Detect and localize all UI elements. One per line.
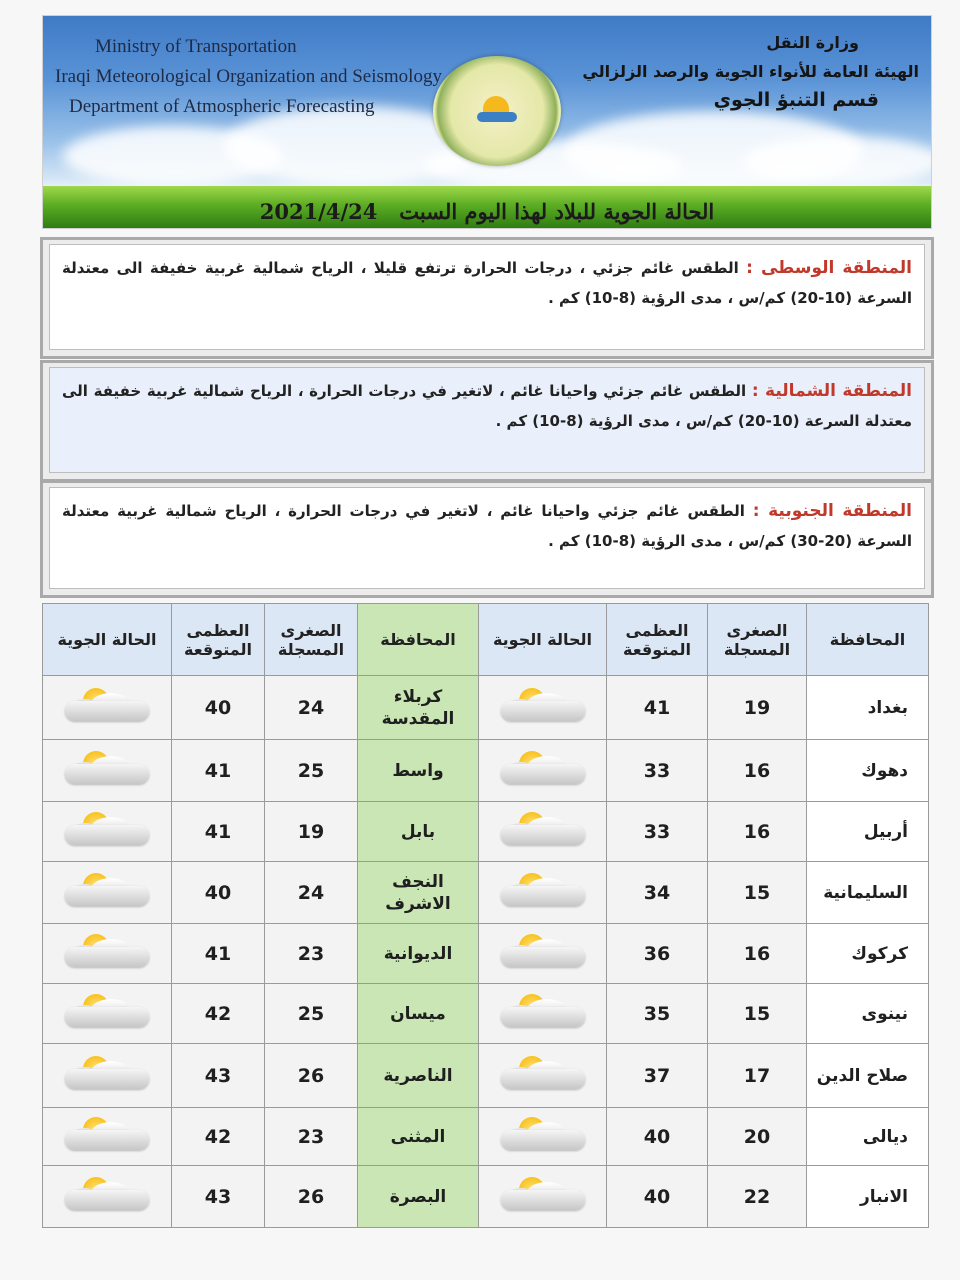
partly-cloudy-icon — [497, 991, 589, 1031]
governorate-cell: الناصرية — [358, 1044, 479, 1108]
min-temp-cell: 19 — [708, 676, 807, 740]
table-row — [43, 924, 929, 984]
governorate-weather-table — [42, 603, 929, 1228]
max-temp-cell: 34 — [607, 862, 708, 924]
partly-cloudy-icon — [497, 748, 589, 788]
header-governorate: المحافظة — [807, 604, 929, 676]
header-governorate: المحافظة — [358, 604, 479, 676]
title-date: 2021/4/24 — [259, 199, 378, 224]
weather-cell — [479, 802, 607, 862]
region-forecast-text: الطقس غائم جزئي واحيانا غائم ، لاتغير في درجات الحرارة ، الرياح شمالية غربية خفيفة الى معتدلة السرعة (10-20) كم/س ، مدى الرؤية (8-10) كم . — [62, 382, 912, 430]
min-temp-cell: 26 — [265, 1044, 358, 1108]
weather-cell — [479, 924, 607, 984]
partly-cloudy-icon — [497, 931, 589, 971]
table-row — [43, 1108, 929, 1166]
header-weather: الحالة الجوية — [43, 604, 172, 676]
partly-cloudy-icon — [497, 1053, 589, 1093]
min-temp-cell: 15 — [708, 984, 807, 1044]
governorate-cell: دهوك — [807, 740, 929, 802]
weather-cell — [43, 1166, 172, 1228]
arabic-line: قسم التنبؤ الجوي — [713, 89, 879, 111]
max-temp-cell: 40 — [607, 1166, 708, 1228]
region-name: المنطقة الوسطى : — [746, 258, 912, 278]
header-max: العظمى المتوقعة — [172, 604, 265, 676]
weather-cell — [43, 676, 172, 740]
partly-cloudy-icon — [497, 685, 589, 725]
max-temp-cell: 36 — [607, 924, 708, 984]
region-south — [40, 480, 934, 598]
min-temp-cell: 16 — [708, 924, 807, 984]
max-temp-cell: 41 — [172, 924, 265, 984]
table-row — [43, 862, 929, 924]
partly-cloudy-icon — [61, 1174, 153, 1214]
governorate-cell: الانبار — [807, 1166, 929, 1228]
min-temp-cell: 25 — [265, 984, 358, 1044]
min-temp-cell: 22 — [708, 1166, 807, 1228]
governorate-cell: صلاح الدين — [807, 1044, 929, 1108]
min-temp-cell: 15 — [708, 862, 807, 924]
title-text: الحالة الجوية للبلاد لهذا اليوم السبت — [399, 199, 715, 224]
logo-sun-icon — [483, 96, 509, 112]
ministry-arabic-text — [582, 28, 919, 115]
region-forecast-text: الطقس غائم جزئي ، درجات الحرارة ترتفع قليلا ، الرياح شمالية غربية خفيفة الى معتدلة السرعة (10-20) كم/س ، مدى الرؤية (8-10) كم . — [62, 259, 912, 307]
header-min: الصغرى المسجلة — [265, 604, 358, 676]
min-temp-cell: 17 — [708, 1044, 807, 1108]
governorate-cell: كركوك — [807, 924, 929, 984]
english-line: Department of Atmospheric Forecasting — [69, 96, 375, 117]
partly-cloudy-icon — [497, 870, 589, 910]
governorate-cell: واسط — [358, 740, 479, 802]
governorate-cell: ميسان — [358, 984, 479, 1044]
governorate-cell: الديوانية — [358, 924, 479, 984]
weather-cell — [43, 924, 172, 984]
governorate-cell: المثنى — [358, 1108, 479, 1166]
partly-cloudy-icon — [61, 685, 153, 725]
min-temp-cell: 23 — [265, 1108, 358, 1166]
weather-cell — [479, 1108, 607, 1166]
region-forecast-text: الطقس غائم جزئي واحيانا غائم ، لاتغير في درجات الحرارة ، الرياح شمالية غربية معتدلة السرعة (20-30) كم/س ، مدى الرؤية (8-10) كم . — [62, 502, 912, 550]
partly-cloudy-icon — [61, 748, 153, 788]
governorate-cell: السليمانية — [807, 862, 929, 924]
max-temp-cell: 40 — [172, 676, 265, 740]
governorate-cell: بابل — [358, 802, 479, 862]
max-temp-cell: 33 — [607, 802, 708, 862]
partly-cloudy-icon — [497, 1114, 589, 1154]
max-temp-cell: 41 — [172, 740, 265, 802]
partly-cloudy-icon — [497, 1174, 589, 1214]
governorate-cell: البصرة — [358, 1166, 479, 1228]
region-name: المنطقة الشمالية : — [751, 381, 912, 401]
weather-cell — [43, 1108, 172, 1166]
table-row — [43, 740, 929, 802]
min-temp-cell: 24 — [265, 862, 358, 924]
region-central — [40, 237, 934, 359]
partly-cloudy-icon — [497, 809, 589, 849]
min-temp-cell: 23 — [265, 924, 358, 984]
governorate-cell: النجف الاشرف — [358, 862, 479, 924]
partly-cloudy-icon — [61, 991, 153, 1031]
arabic-line: وزارة النقل — [766, 33, 859, 52]
partly-cloudy-icon — [61, 1114, 153, 1154]
governorate-cell: كربلاء المقدسة — [358, 676, 479, 740]
max-temp-cell: 40 — [172, 862, 265, 924]
weather-cell — [43, 862, 172, 924]
min-temp-cell: 26 — [265, 1166, 358, 1228]
arabic-line: الهيئة العامة للأنواء الجوية والرصد الزلزالي — [582, 62, 919, 81]
min-temp-cell: 16 — [708, 740, 807, 802]
header-banner — [42, 15, 932, 229]
weather-cell — [479, 676, 607, 740]
table-row — [43, 802, 929, 862]
english-line: Iraqi Meteorological Organization and Seismology — [55, 66, 442, 87]
governorate-cell: ديالى — [807, 1108, 929, 1166]
table-row — [43, 676, 929, 740]
max-temp-cell: 43 — [172, 1044, 265, 1108]
max-temp-cell: 40 — [607, 1108, 708, 1166]
max-temp-cell: 42 — [172, 1108, 265, 1166]
header-max: العظمى المتوقعة — [607, 604, 708, 676]
weather-cell — [479, 740, 607, 802]
min-temp-cell: 25 — [265, 740, 358, 802]
partly-cloudy-icon — [61, 809, 153, 849]
max-temp-cell: 37 — [607, 1044, 708, 1108]
weather-cell — [479, 862, 607, 924]
partly-cloudy-icon — [61, 931, 153, 971]
partly-cloudy-icon — [61, 1053, 153, 1093]
min-temp-cell: 19 — [265, 802, 358, 862]
min-temp-cell: 20 — [708, 1108, 807, 1166]
governorate-cell: أربيل — [807, 802, 929, 862]
weather-cell — [479, 984, 607, 1044]
region-north — [40, 360, 934, 482]
max-temp-cell: 43 — [172, 1166, 265, 1228]
region-name: المنطقة الجنوبية : — [752, 501, 912, 521]
page-title — [43, 199, 931, 224]
governorate-cell: نينوى — [807, 984, 929, 1044]
weather-cell — [43, 802, 172, 862]
table-row — [43, 1166, 929, 1228]
table-row — [43, 1044, 929, 1108]
table-row — [43, 984, 929, 1044]
min-temp-cell: 24 — [265, 676, 358, 740]
header-min: الصغرى المسجلة — [708, 604, 807, 676]
ministry-english-text — [55, 32, 442, 122]
weather-cell — [479, 1044, 607, 1108]
logo-wave-icon — [477, 112, 517, 122]
english-line: Ministry of Transportation — [95, 36, 297, 57]
max-temp-cell: 41 — [172, 802, 265, 862]
partly-cloudy-icon — [61, 870, 153, 910]
governorate-cell: بغداد — [807, 676, 929, 740]
weather-cell — [43, 984, 172, 1044]
weather-cell — [43, 740, 172, 802]
min-temp-cell: 16 — [708, 802, 807, 862]
max-temp-cell: 35 — [607, 984, 708, 1044]
table-header-row — [43, 604, 929, 676]
max-temp-cell: 42 — [172, 984, 265, 1044]
header-weather: الحالة الجوية — [479, 604, 607, 676]
max-temp-cell: 33 — [607, 740, 708, 802]
weather-cell — [43, 1044, 172, 1108]
max-temp-cell: 41 — [607, 676, 708, 740]
organization-logo — [433, 56, 561, 166]
weather-cell — [479, 1166, 607, 1228]
